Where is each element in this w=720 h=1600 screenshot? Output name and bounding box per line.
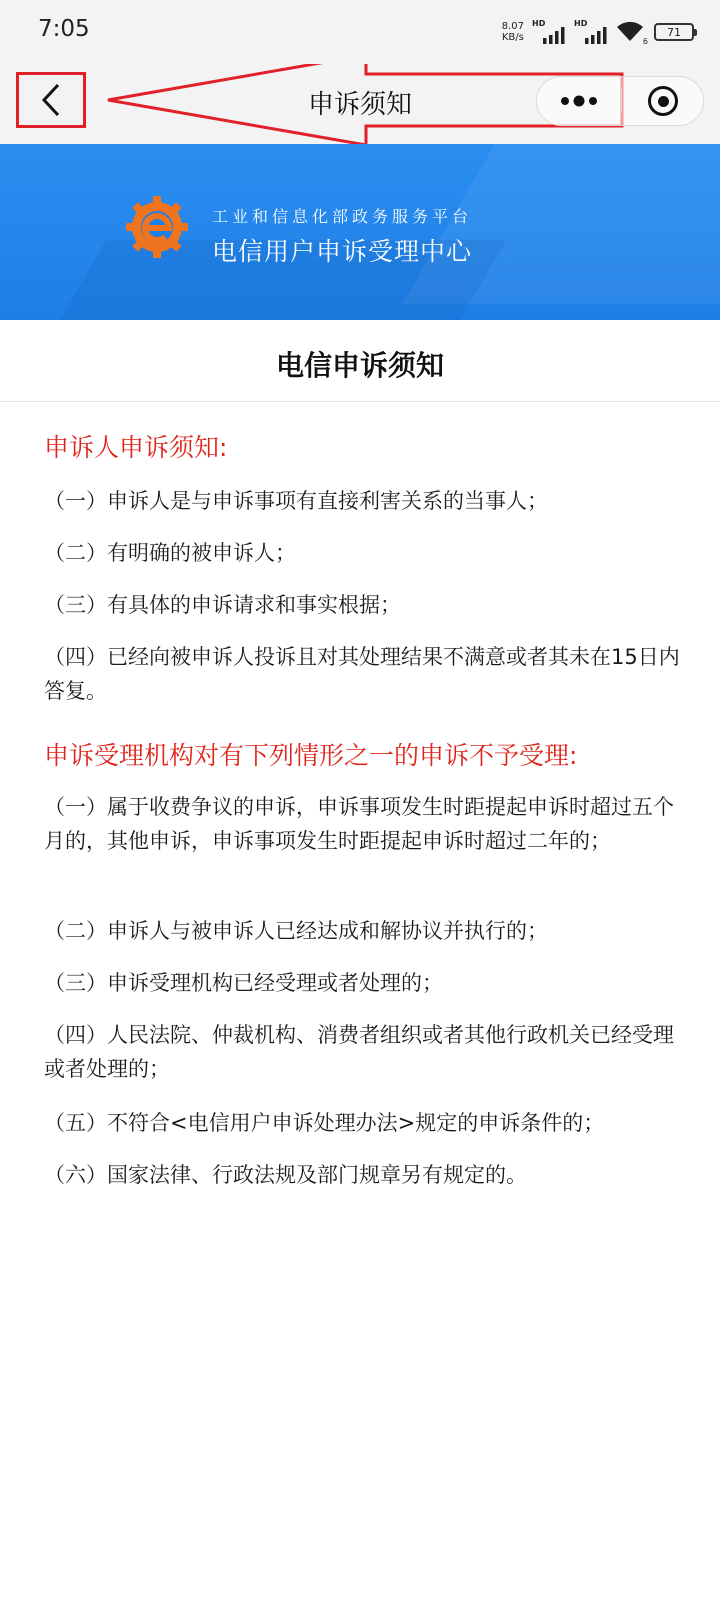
banner-title: 电信用户申诉受理中心: [212, 237, 473, 266]
list-item: （二）有明确的被申诉人；: [44, 541, 296, 565]
status-icons: [502, 18, 694, 46]
wifi-number: 6: [642, 37, 648, 46]
list-item: （四）人民法院、仲裁机构、消费者组织或者其他行政机关已经受理或者处理的；: [44, 1023, 674, 1081]
banner-subtitle: 工业和信息化部政务服务平台: [212, 207, 473, 226]
signal-icon-2: [574, 20, 608, 44]
wifi-icon: [616, 20, 646, 44]
status-bar: [0, 0, 720, 64]
section-heading-applicant: 申诉人申诉须知:: [44, 433, 228, 462]
list-item: （一）申诉人是与申诉事项有直接利害关系的当事人；: [44, 489, 548, 513]
network-speed: [502, 21, 524, 43]
nav-title: 申诉须知: [307, 90, 412, 120]
battery-icon: [654, 23, 694, 41]
target-icon: [648, 86, 678, 116]
mini-program-capsule: [536, 76, 704, 126]
hd-label-2: HD: [574, 19, 588, 28]
status-time: 7:05: [38, 16, 90, 42]
hd-label: HD: [532, 19, 546, 28]
page-title: 电信申诉须知: [275, 349, 444, 382]
network-speed-value: 8.07: [501, 21, 524, 32]
network-speed-unit: KB/s: [501, 32, 524, 43]
nav-bar: [0, 64, 720, 144]
more-dots-icon: [559, 95, 599, 107]
list-item: （三）有具体的申诉请求和事实根据；: [44, 593, 401, 617]
close-button[interactable]: [622, 77, 704, 125]
list-item: （四）已经向被申诉人投诉且对其处理结果不满意或者其未在15日内答复。: [44, 645, 680, 703]
list-item: （一）属于收费争议的申诉，申诉事项发生时距提起申诉时超过五个月的，其他申诉，申诉事项发生时距提起申诉时超过二年的；: [44, 795, 674, 853]
gear-e-logo-icon: [124, 194, 190, 260]
list-item: （三）申诉受理机构已经受理或者处理的；: [44, 971, 443, 995]
page-title-bar: [0, 320, 720, 402]
list-item: （六）国家法律、行政法规及部门规章另有规定的。: [44, 1163, 527, 1187]
signal-icon: [532, 20, 566, 44]
section-heading-not-accepted: 申诉受理机构对有下列情形之一的申诉不予受理:: [44, 741, 578, 770]
more-button[interactable]: [537, 77, 621, 125]
battery-level: 71: [667, 25, 681, 39]
header-banner: [0, 144, 720, 320]
list-item: （五）不符合<电信用户申诉处理办法>规定的申诉条件的；: [44, 1111, 605, 1135]
list-item: （二）申诉人与被申诉人已经达成和解协议并执行的；: [44, 919, 548, 943]
